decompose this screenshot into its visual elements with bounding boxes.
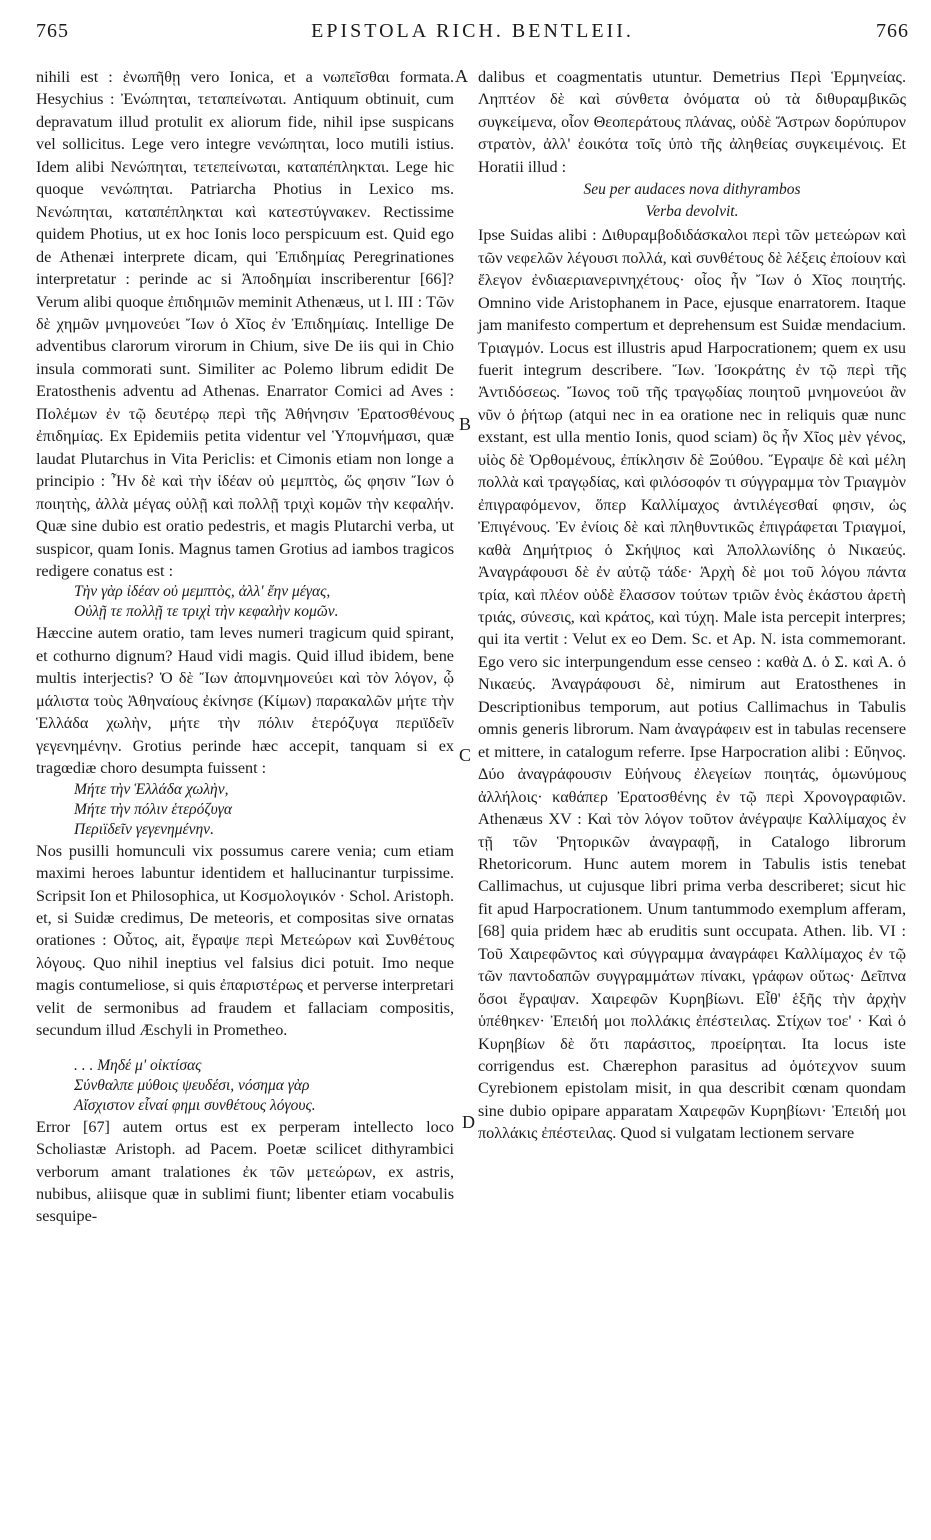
page-number-right: 766 (876, 20, 909, 42)
margin-marker-b: B (459, 414, 472, 434)
paragraph: Nos pusilli homunculi vix possumus carere venia; cum etiam maximi heroes labuntur identidem et hallucinantur turpissime. Scripsit Ion et Philosophica, ut Κοσμολογικόν · Schol. Aristoph. et, si Suidæ credimus, De meteoris, et compositas sive ornatas orationes : Οὗτος, ait, ἔγραψε περὶ Μετεώρων καὶ Συνθέτους λόγους. Quo nihil ineptius vel falsius dici potuit. Imo neque magis contumeliose, si quis ἐπαριστέρως et perverse interpretari velit de sermonibus ad fraudem et fallaciam compositis, secundum illud Æschyli in Prometheo. (36, 841, 454, 1040)
verse-line: . . . Μηδέ μ' οἰκτίσας (74, 1056, 202, 1074)
paragraph: Ipse Suidas alibi : Διθυραμβοδιδάσκαλοι περὶ τῶν μετεώρων καὶ τῶν νεφελῶν λέγουσι πολλά, καὶ συνθέτους δὲ λέξεις ἐποίουν καὶ ἔλεγον ἐνδιαεριανερινηχέτους· οἷος ἦν Ἴων ὁ Χῖος ποιητής. Omnino vide Aristophanem in Pace, ejusque enarratorem. Itaque jam manifesto compertum et deprehensum est Suidæ mendacium. Τριαγμόν. Locus est illustris apud Harpocrationem; quem ex usu fuerit integrum describere. Ἴων. Ἰσοκράτης ἐν τῷ περὶ τῆς Ἀντιδόσεως. Ἴωνος τοῦ τῆς τραγῳδίας ποιητοῦ μνημονεύοι ἂν νῦν ὁ ῥήτωρ (atqui nec in ea oratione nec in reliquis quæ nunc exstant, est ulla mentio Ionis, quod sciam) ὃς ἦν Χῖος μὲν γένος, υἱὸς δὲ Ὀρθομένους, ἐπίκλησιν δὲ Ξούθου. Ἔγραψε δὲ καὶ μέλη πολλὰ καὶ τραγῳδίας, καὶ φιλόσοφόν τι σύγγραμμα τὸν Τριαγμὸν ἐπιγραφόμενον, ὅπερ Καλλίμαχος ἀντιλέγεσθαί φησιν, ὡς Ἐπιγένους. Ἐν ἐνίοις δὲ καὶ πληθυντικῶς ἐπιγράφεται Τριαγμοί, καθὰ Δημήτριος ὁ Σκήψιος καὶ Ἀπολλωνίδης ὁ Νικαεύς. Ἀναγράφουσι δὲ ἐν αὐτῷ τάδε· Ἀρχὴ δὲ μοι τοῦ λόγου πάντα τρία, καὶ πλέον οὐδὲ ἔλασσον τούτων τριῶν ἑνὸς ἑκάστου ἀρετὴ τριάς, σύνεσις, καὶ κράτος, καὶ τύχη. Male ista percepit interpres; qui ita vertit : Velut ex eo Dem. Sc. et Ap. N. ista commemorant. Ego vero sic interpungendum esse censeo : καθὰ Δ. ὁ Σ. καὶ Α. ὁ Νικαεύς. Ἀναγράφουσι δὲ, nimirum aut Eratosthenes in Descriptionibus temporum, aut potius Callimachus in Tabulis omnis generis librorum. Nam ἀναγράφειν est in tabulas recensere et mittere, in catalogum referre. Ipse Harpocration alibi : Εὔηνος. Δύο ἀναγράφουσιν Εὐήνους ἐλεγείων ποιητάς, ὁμωνύμους ἀλλήλοις· καθάπερ Ἐρατοσθένης ἐν τῷ περὶ Χρονογραφιῶν. Athenæus XV : Καὶ τὸν λόγον τοῦτον ἀνέγραψε Καλλίμαχος ἐν τῇ τῶν Ῥητορικῶν ἀναγραφῇ, in Catalogo librorum Rhetoricorum. Hunc autem morem in Tabulis istis tenebat Callimachus, ut cujusque libri prima verba describeret; sicut hic fit apud Harpocrationem. Unum tantummodo exemplum afferam, [68] quia pridem hæc ab eruditis sunt occupata. Athen. lib. VI : Τοῦ Χαιρεφῶντος καὶ σύγγραμμα ἀναγράφει Καλλίμαχος ἐν τῷ τῶν παντοδαπῶν συγγραμμάτων πίνακι, γράφων οὕτως· Δεῖπνα ὅσοι ἔγραψαν. Χαιρεφῶν Κυρηβίωνι. Εἶθ' ἑξῆς τὴν ἀρχὴν ὑπέθηκεν· Ἐπειδή μοι πολλάκις ἐπέστειλας. Στίχων τοε' · Καὶ ὁ Κυρηβίων δὲ ὅτι παράσιτος, προείρηται. Ita locus iste corrigendus est. Chærephon parasitus ad ὁμότεχνον suum Cyrebionem epistolam misit, in qua describit cœnam quondam sine dubio opipare apparatam Χαιρεφῶν Κυρηβίωνι· Ἐπειδή μοι πολλάκις ἐπέστειλας. Quod si vulgatam lectionem servare (478, 226, 906, 1143)
running-title: EPISTOLA RICH. BENTLEII. (311, 20, 634, 42)
verse-line: Μήτε τὴν πόλιν ἑτερόζυγα (74, 800, 232, 818)
left-column (36, 66, 454, 1228)
paragraph: nihili est : ἐνωπῆθῃ vero Ionica, et a νωπεῖσθαι formata. Hesychius : Ἐνώπηται, τεταπείνωται. Antiquum obtinuit, cum depravatum illud protulit ex aliorum fide, nihil ipse suspicans vel sollicitus. Lege vero integre νενώπηται, loco mutili istius. Idem alibi Νενώπηται, τετεπείνωται, καταπέπληκται. Lege hic quoque νενώπηται. Patriarcha Photius in Lexico ms. Νενώπηται, καταπέπληκται καὶ κατεστύγνακεν. Rectissime quidem Photius, ut ex hoc Ionis loco perspicuum est. Quid ego de Athenæi interprete dicam, qui Ἐπιδημίας Peregrinationes interpretatur : perinde ac si Ἀποδημίαι inscriberentur [66]? Verum alibi quoque ἐπιδημιῶν meminit Athenæus, ut l. III : Τῶν δὲ χημῶν μνημονεύει Ἴων ὁ Χῖος ἐν Ἐπιδημίαις. Intellige De adventibus clarorum virorum in Chium, sive De iis qui in Chio insula commorati sunt. Similiter ac Polemo librum edidit De Eratosthenis adventu ad Athenas. Enarrator Comici ad Aves : Πολέμων ἐν τῷ δευτέρῳ περὶ τῆς Ἀθήνησιν Ἐρατοσθένους ἐπιδημίας. Ex Epidemiis petita videntur vel Ὑπομνήμασι, quæ laudat Plutarchus in Vita Periclis: et Cimonis etiam non longe a principio : Ἦν δὲ καὶ τὴν ἰδέαν οὐ μεμπτὸς, ὥς φησιν Ἴων ὁ ποιητὴς, ἀλλὰ μέγας οὐλῇ καὶ πολλῇ τριχὶ κομῶν τὴν κεφαλήν. Quæ sine dubio est oratio pedestris, et magis Plutarchi verba, ut suspicor, quam Ionis. Magnus tamen Grotius ad iambos tragicos redigere conatus est : (36, 68, 454, 580)
paragraph: Error [67] autem ortus est ex perperam intellecto loco Scholiastæ Aristoph. ad Pacem. Poetæ scilicet dithyrambici verborum amant tralationes ἐκ τῶν μετεώρων, ex astris, nubibus, aliisque quæ in sublimi fiunt; libenter etiam vocabulis sesquipe- (36, 1117, 454, 1226)
right-column (478, 66, 906, 1145)
verse-line: Τὴν γὰρ ἰδέαν οὐ μεμπτὸς, ἀλλ' ἔην μέγας, (74, 583, 331, 601)
margin-marker-a: A (455, 66, 468, 86)
verse-line: Seu per audaces nova dithyrambos (583, 181, 801, 199)
page-number-left: 765 (36, 20, 69, 42)
verse-line: Verba devolvit. (645, 203, 739, 221)
paragraph: dalibus et coagmentatis utuntur. Demetrius Περὶ Ἑρμηνείας. Ληπτέον δὲ καὶ σύνθετα ὀνόματα οὐ τὰ διθυραμβικῶς συγκείμενα, οἷον Θεοπεράτους πλάνας, οὐδὲ Ἄστρων δορύπυρον στρατὸν, ἀλλ' ἐοικότα τοῖς ὑπὸ τῆς ἀληθείας συγκειμένοις. Et Horatii illud : (478, 68, 906, 176)
verse-line: Περιϊδεῖν γεγενημένην. (74, 820, 214, 838)
verse-line: Οὐλῇ τε πολλῇ τε τριχὶ τὴν κεφαλὴν κομῶν. (74, 603, 339, 621)
verse-line: Σύνθαλπε μύθοις ψευδέσι, νόσημα γὰρ (74, 1076, 310, 1094)
spacer (36, 1042, 454, 1056)
margin-marker-d: D (462, 1112, 475, 1132)
margin-marker-c: C (459, 745, 472, 765)
verse-line: Μήτε τὴν Ἑλλάδα χωλὴν, (74, 780, 229, 798)
paragraph: Hæccine autem oratio, tam leves numeri tragicum quid spirant, et cothurno dignum? Haud vidi magis. Quid illud ibidem, bene multis interjectis? Ὁ δὲ Ἴων ἀπομνημονεύει καὶ τὸν λόγον, ᾧ μάλιστα τοὺς Ἀθηναίους ἐκίνησε (Κίμων) παρακαλῶν μήτε τὴν Ἑλλάδα χωλὴν, μήτε τὴν πόλιν ἑτερόζυγα περιϊδεῖν γεγενημένην. Grotius perinde hæc accepit, tanquam si ex tragœdiæ choro desumpta fuissent : (36, 624, 454, 778)
verse-line: Αἴσχιστον εἶναί φημι συνθέτους λόγους. (74, 1096, 316, 1114)
page-header (36, 8, 909, 48)
